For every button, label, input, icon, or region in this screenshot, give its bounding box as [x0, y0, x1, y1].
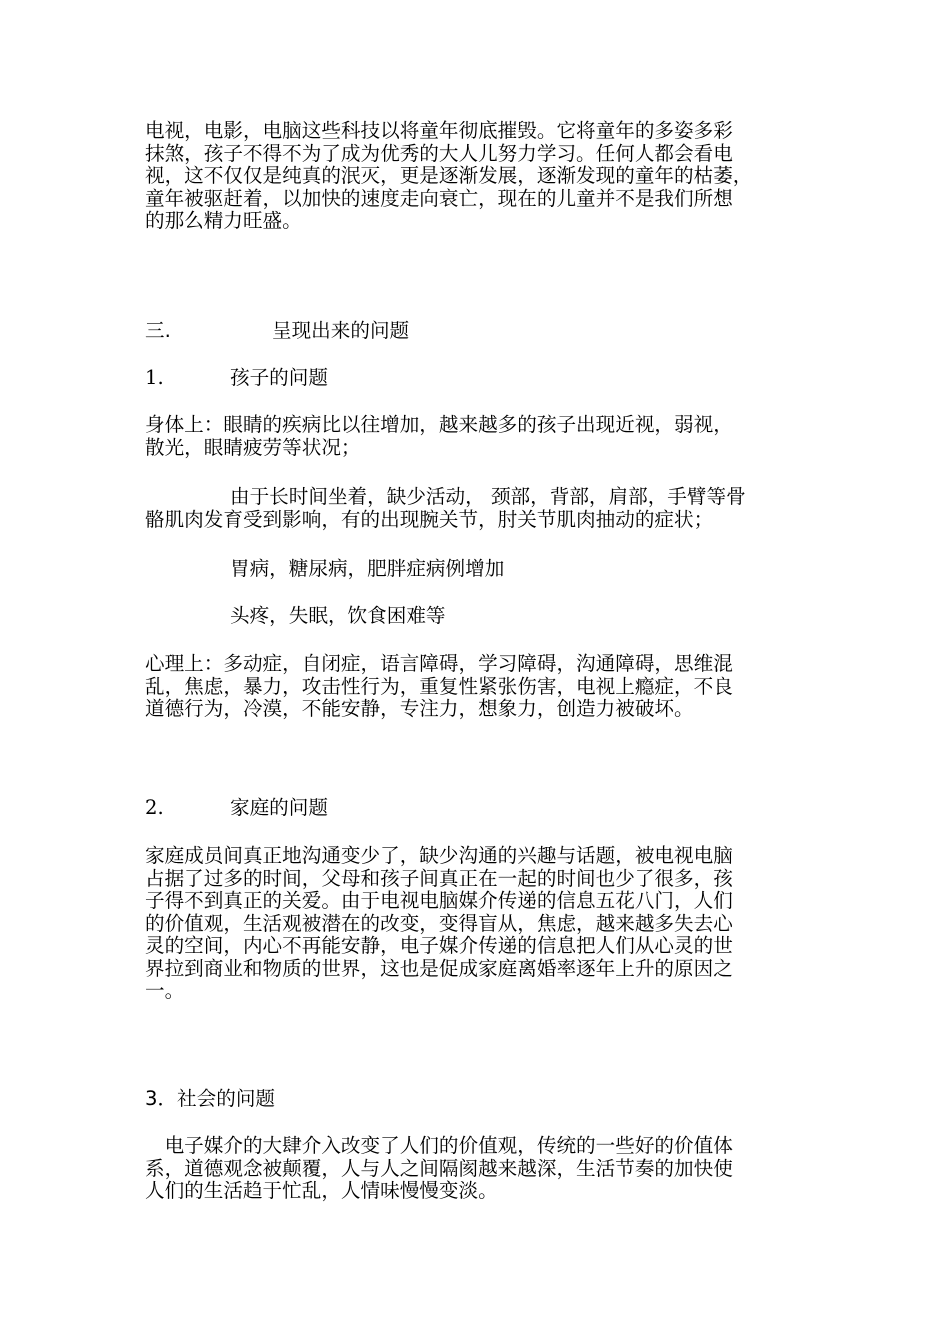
headache-paragraph — [230, 605, 810, 628]
family-paragraph — [145, 845, 810, 1003]
paragraph-line: 胃病，糖尿病，肥胖症病例增加 — [230, 557, 505, 580]
physical-paragraph — [145, 414, 810, 459]
paragraph-line: 的价值观，生活观被潜在的改变，变得盲从，焦虑，越来越多失去心 — [145, 911, 733, 935]
section-title: 呈现出来的问题 — [272, 319, 410, 342]
paragraph-line: 占据了过多的时间，父母和孩子间真正在一起的时间也少了很多，孩 — [145, 866, 733, 890]
paragraph-line: 身体上：眼睛的疾病比以往增加，越来越多的孩子出现近视，弱视， — [145, 413, 733, 436]
stomach-paragraph — [230, 558, 810, 581]
subsection-heading: 3．社会的问题 — [145, 1087, 276, 1110]
paragraph-line: 头疼，失眠，饮食困难等 — [230, 604, 446, 627]
intro-line: 童年被驱赶着，以加快的速度走向衰亡，现在的儿童并不是我们所想 — [145, 186, 733, 210]
paragraph-line: 人们的生活趋于忙乱，人情味慢慢变淡。 — [145, 1179, 498, 1202]
paragraph-line: 散光，眼睛疲劳等状况； — [145, 435, 361, 459]
intro-paragraph — [145, 120, 810, 233]
intro-line: 电视，电影，电脑这些科技以将童年彻底摧毁。它将童年的多姿多彩 — [145, 119, 733, 142]
intro-line: 视，这不仅仅是纯真的泯灭，更是逐渐发展，逐渐发现的童年的枯萎， — [145, 164, 753, 187]
paragraph-line: 道德行为，冷漠，不能安静，专注力，想象力，创造力被破坏。 — [145, 697, 694, 720]
paragraph-line: 骼肌肉发育受到影响，有的出现腕关节，肘关节肌肉抽动的症状； — [145, 507, 714, 531]
intro-line: 的那么精力旺盛。 — [145, 209, 302, 232]
subsection-number: 1. — [145, 366, 164, 389]
paragraph-line: 界拉到商业和物质的世界，这也是促成家庭离婚率逐年上升的原因之 — [145, 956, 733, 980]
posture-paragraph — [145, 486, 810, 531]
section-number: 三. — [145, 319, 171, 342]
intro-line: 抹煞，孩子不得不为了成为优秀的大人儿努力学习。任何人都会看电 — [145, 141, 733, 165]
paragraph-line: 由于长时间坐着，缺少活动， 颈部，背部，肩部，手臂等骨 — [230, 485, 746, 508]
subsection-title: 家庭的问题 — [230, 796, 328, 819]
paragraph-line: 家庭成员间真正地沟通变少了，缺少沟通的兴趣与话题，被电视电脑 — [145, 844, 733, 867]
paragraph-line: 子得不到真正的关爱。由于电视电脑媒介传递的信息五花八门，人们 — [145, 889, 733, 912]
society-paragraph — [145, 1135, 810, 1203]
paragraph-line: 一。 — [145, 979, 185, 1002]
subsection-number: 2. — [145, 796, 164, 819]
paragraph-line: 心理上：多动症，自闭症，语言障碍，学习障碍，沟通障碍，思维混 — [145, 652, 733, 675]
paragraph-line: 电子媒介的大肆介入改变了人们的价值观，传统的一些好的价值体 — [145, 1134, 733, 1157]
paragraph-line: 系，道德观念被颠覆，人与人之间隔阂越来越深，生活节奏的加快使 — [145, 1156, 733, 1180]
subsection-title: 孩子的问题 — [230, 366, 328, 389]
paragraph-line: 灵的空间，内心不再能安静，电子媒介传递的信息把人们从心灵的世 — [145, 934, 733, 957]
paragraph-line: 乱，焦虑，暴力，攻击性行为，重复性紧张伤害，电视上瘾症，不良 — [145, 674, 733, 698]
mental-paragraph — [145, 653, 810, 721]
